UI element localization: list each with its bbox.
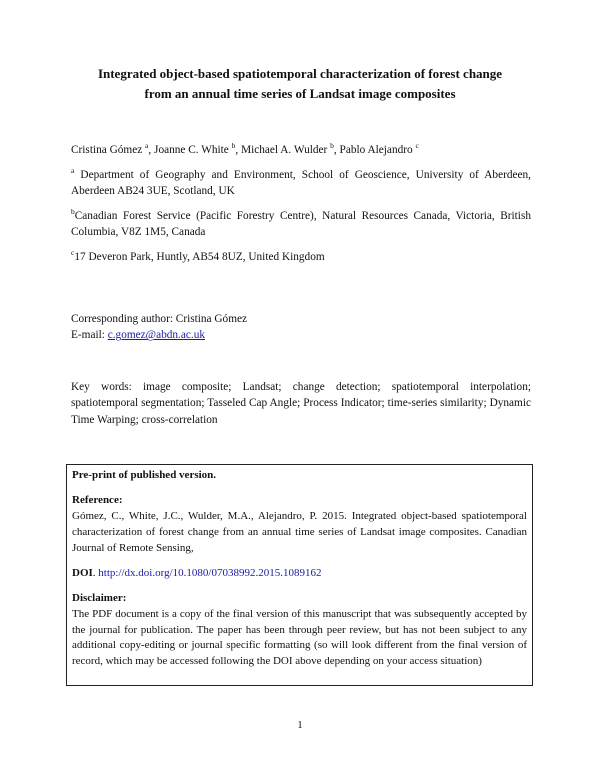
paper-title-line-2: from an annual time series of Landsat image composites xyxy=(144,86,456,102)
author-list: Cristina Gómez $^a$, Joanne C. White $^b$, Michael A. Wulder $^b$, Pablo Alejandro $^c$ xyxy=(71,141,419,156)
doi-label: DOI xyxy=(72,566,93,579)
preprint-label: Pre-print of published version. xyxy=(72,469,217,481)
affiliation-text: 17 Deveron Park, Huntly, AB54 8UZ, United Kingdom xyxy=(74,251,325,263)
author-name: Cristina Gómez xyxy=(71,144,143,156)
author-name: Joanne C. White xyxy=(154,144,229,156)
reference-heading: Reference: xyxy=(72,493,123,506)
paper-title-line-1: Integrated object-based spatiotemporal characterization of forest change xyxy=(97,66,503,81)
affiliation-b xyxy=(71,208,531,241)
email-link[interactable]: c.gomez@abdn.ac.uk xyxy=(107,329,206,342)
doi-link[interactable]: http://dx.doi.org/10.1080/07038992.2015.1089162 xyxy=(98,566,322,579)
author-affiliation-mark: b xyxy=(330,141,334,151)
affiliation-mark: c xyxy=(71,248,75,258)
affiliation-mark: a xyxy=(71,166,75,176)
doi-separator: . xyxy=(92,566,99,579)
affiliation-a xyxy=(71,167,531,200)
author-name: Pablo Alejandro xyxy=(339,144,413,156)
affiliation-text: Department of Geography and Environment, School of Geoscience, University of Aberdeen, Aberdeen AB24 3UE, Scotland, UK xyxy=(71,169,531,198)
email-label: E-mail: xyxy=(71,329,108,342)
disclaimer-text: The PDF document is a copy of the final version of this manuscript that was subsequently accepted by the journal for publication. The paper has been through peer review, but has not been subject to any additional copy-editing or journal specific formatting (so will look different from the final version of record, which may be accessed following the DOI above depending on your access situation) xyxy=(72,607,527,668)
email-line xyxy=(71,327,531,343)
author-affiliation-mark: c xyxy=(415,141,419,151)
corresponding-author xyxy=(71,311,531,344)
affiliation-mark: b xyxy=(71,207,75,217)
corresponding-author-label: Corresponding author: Cristina Gómez xyxy=(71,313,248,325)
author-affiliation-mark: a xyxy=(145,141,149,151)
reference-text: Gómez, C., White, J.C., Wulder, M.A., Alejandro, P. 2015. Integrated object-based spatiotemporal characterization of forest change from an annual time series of Landsat image composites. Canadian Journal of Remote Sensing, xyxy=(72,509,527,554)
doi-line xyxy=(72,566,527,582)
author-affiliation-mark: b xyxy=(231,141,236,151)
author-name: Michael A. Wulder xyxy=(241,144,328,156)
paper-title xyxy=(60,64,540,104)
preprint-notice-box xyxy=(66,464,533,686)
page-number: 1 xyxy=(297,719,303,731)
affiliation-text: Canadian Forest Service (Pacific Forestry Centre), Natural Resources Canada, Victoria, British Columbia, V8Z 1M5, Canada xyxy=(71,210,531,239)
affiliation-c xyxy=(71,249,531,265)
disclaimer-heading: Disclaimer: xyxy=(72,591,127,604)
keywords: Key words: image composite; Landsat; change detection; spatiotemporal interpolation; spatiotemporal segmentation; Tasseled Cap Angle; Process Indicator; time-series similarity; Dynamic Time Warping; cross-correlation xyxy=(71,381,531,426)
